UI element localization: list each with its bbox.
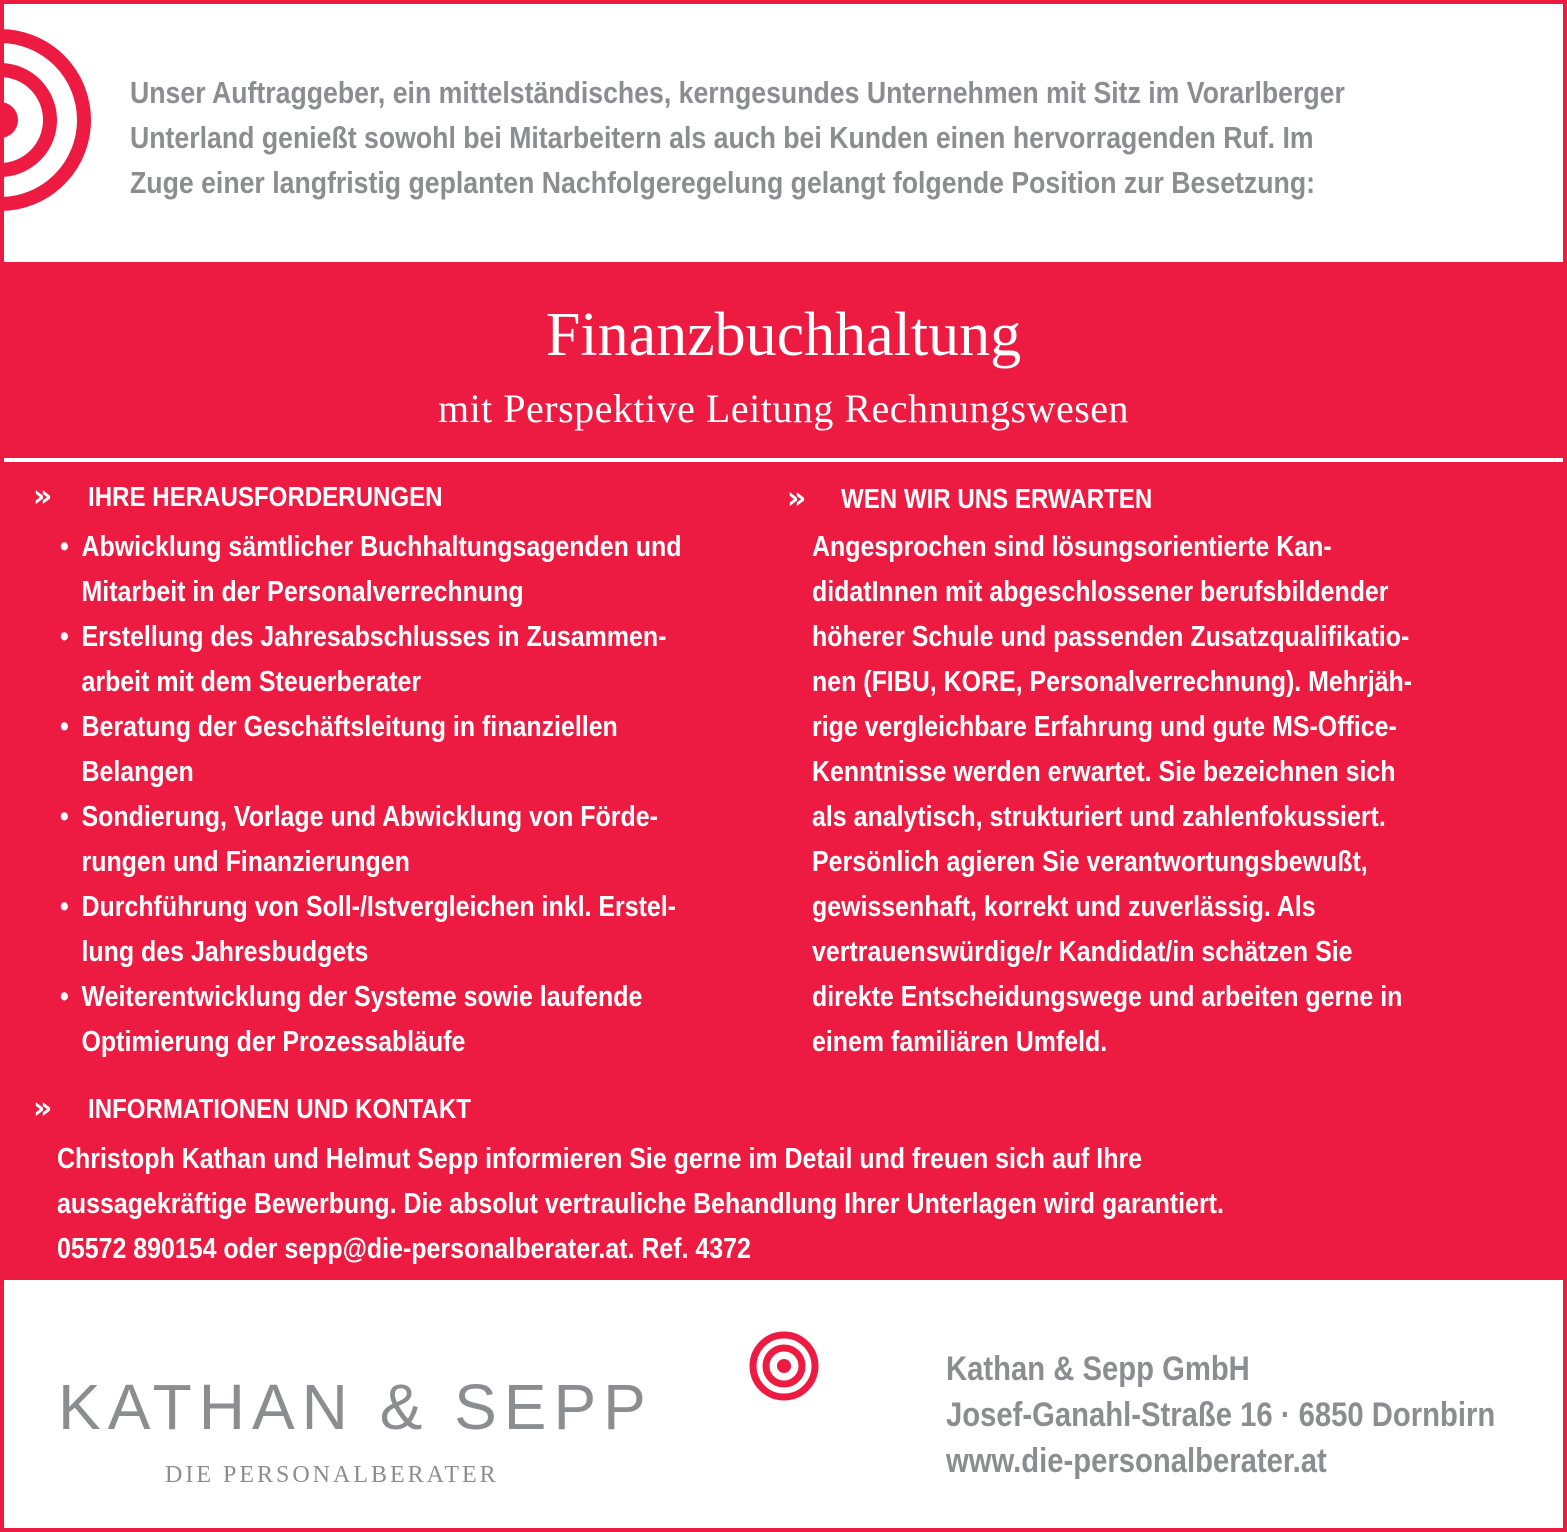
text-line: Christoph Kathan und Helmut Sepp informieren Sie gerne im Detail und freuen sich auf Ihre (57, 1143, 1143, 1175)
company-name: Kathan & Sepp GmbH (946, 1350, 1250, 1388)
target-logo-icon (748, 1330, 820, 1407)
list-item-line: Durchführung von Soll-/Istvergleichen inkl. Erstel- (81, 891, 677, 923)
list-item-line: Abwicklung sämtlicher Buchhaltungsagenden und (81, 531, 682, 563)
list-item-line: Erstellung des Jahresabschlusses in Zusammen- (81, 621, 667, 653)
list-item-line: Sondierung, Vorlage und Abwicklung von Förde- (81, 801, 658, 833)
job-subtitle: mit Perspektive Leitung Rechnungswesen (437, 386, 1130, 431)
text-line: aussagekräftige Bewerbung. Die absolut vertrauliche Behandlung Ihrer Unterlagen wird garantiert. (57, 1188, 1224, 1220)
list-item-line: lung des Jahresbudgets (81, 936, 369, 968)
contact-text (57, 1137, 1224, 1272)
contact-heading: INFORMATIONEN UND KONTAKT (88, 1093, 472, 1124)
chevron-right-icon: » (33, 1091, 53, 1126)
list-item-line: Mitarbeit in der Personalverrechnung (81, 576, 524, 608)
bullet-icon: • (60, 711, 69, 743)
logo-wordmark: KATHAN & SEPP (58, 1371, 653, 1443)
company-address (946, 1346, 1495, 1484)
job-panel (4, 262, 1563, 1280)
logo-tagline: DIE PERSONALBERATER (165, 1462, 499, 1488)
text-line: höherer Schule und passenden Zusatzqualifikatio- (812, 621, 1410, 653)
text-line: einem familiären Umfeld. (812, 1026, 1108, 1058)
list-item-line: arbeit mit dem Steuerberater (81, 666, 422, 698)
list-item (60, 795, 682, 885)
company-website-link[interactable]: www.die-personalberater.at (946, 1442, 1327, 1480)
text-line: Kenntnisse werden erwartet. Sie bezeichnen sich (812, 756, 1396, 788)
list-item (60, 705, 682, 795)
intro-line: Unser Auftraggeber, ein mittelständisches, kerngesundes Unternehmen mit Sitz im Vorarlberger (130, 75, 1345, 110)
list-item-line: rungen und Finanzierungen (81, 846, 410, 878)
text-line: nen (FIBU, KORE, Personalverrechnung). Mehrjäh- (812, 666, 1413, 698)
list-item (60, 525, 682, 615)
expectations-heading: WEN WIR UNS ERWARTEN (841, 483, 1153, 514)
chevron-right-icon: » (787, 481, 807, 516)
text-line: Persönlich agieren Sie verantwortungsbewußt, (812, 846, 1368, 878)
bullet-icon: • (60, 981, 69, 1013)
intro-text (130, 70, 1343, 205)
bullet-icon: • (60, 531, 69, 563)
list-item-line: Optimierung der Prozessabläufe (81, 1026, 466, 1058)
text-line: Angesprochen sind lösungsorientierte Kan- (812, 531, 1332, 563)
divider (4, 458, 1563, 462)
text-line: didatInnen mit abgeschlossener berufsbildender (812, 576, 1389, 608)
bullet-icon: • (60, 621, 69, 653)
text-line: als analytisch, strukturiert und zahlenfokussiert. (812, 801, 1386, 833)
list-item-line: Weiterentwicklung der Systeme sowie laufende (81, 981, 643, 1013)
contact-phone-email[interactable]: 05572 890154 oder sepp@die-personalberater.at. Ref. 4372 (57, 1233, 751, 1265)
list-item (60, 975, 682, 1065)
list-item-line: Beratung der Geschäftsleitung in finanziellen (81, 711, 618, 743)
bullet-icon: • (60, 891, 69, 923)
company-logo (58, 1372, 653, 1442)
expectations-text (812, 525, 1412, 1065)
list-item (60, 615, 682, 705)
intro-line: Unterland genießt sowohl bei Mitarbeitern als auch bei Kunden einen hervorragenden Ruf. Im (130, 120, 1314, 155)
chevron-right-icon: » (33, 479, 53, 514)
challenges-heading: IHRE HERAUSFORDERUNGEN (88, 481, 443, 512)
job-title: Finanzbuchhaltung (545, 301, 1022, 369)
company-street: Josef-Ganahl-Straße 16 · 6850 Dornbirn (946, 1396, 1496, 1434)
text-line: gewissenhaft, korrekt und zuverlässig. Als (812, 891, 1316, 923)
text-line: rige vergleichbare Erfahrung und gute MS-Office- (812, 711, 1397, 743)
challenges-list (60, 525, 682, 1065)
bullet-icon: • (60, 801, 69, 833)
list-item (60, 885, 682, 975)
text-line: vertrauenswürdige/r Kandidat/in schätzen Sie (812, 936, 1353, 968)
intro-line: Zuge einer langfristig geplanten Nachfolgeregelung gelangt folgende Position zur Besetzung: (130, 165, 1315, 200)
target-arc-icon (0, 20, 100, 220)
text-line: direkte Entscheidungswege und arbeiten gerne in (812, 981, 1403, 1013)
list-item-line: Belangen (81, 756, 194, 788)
